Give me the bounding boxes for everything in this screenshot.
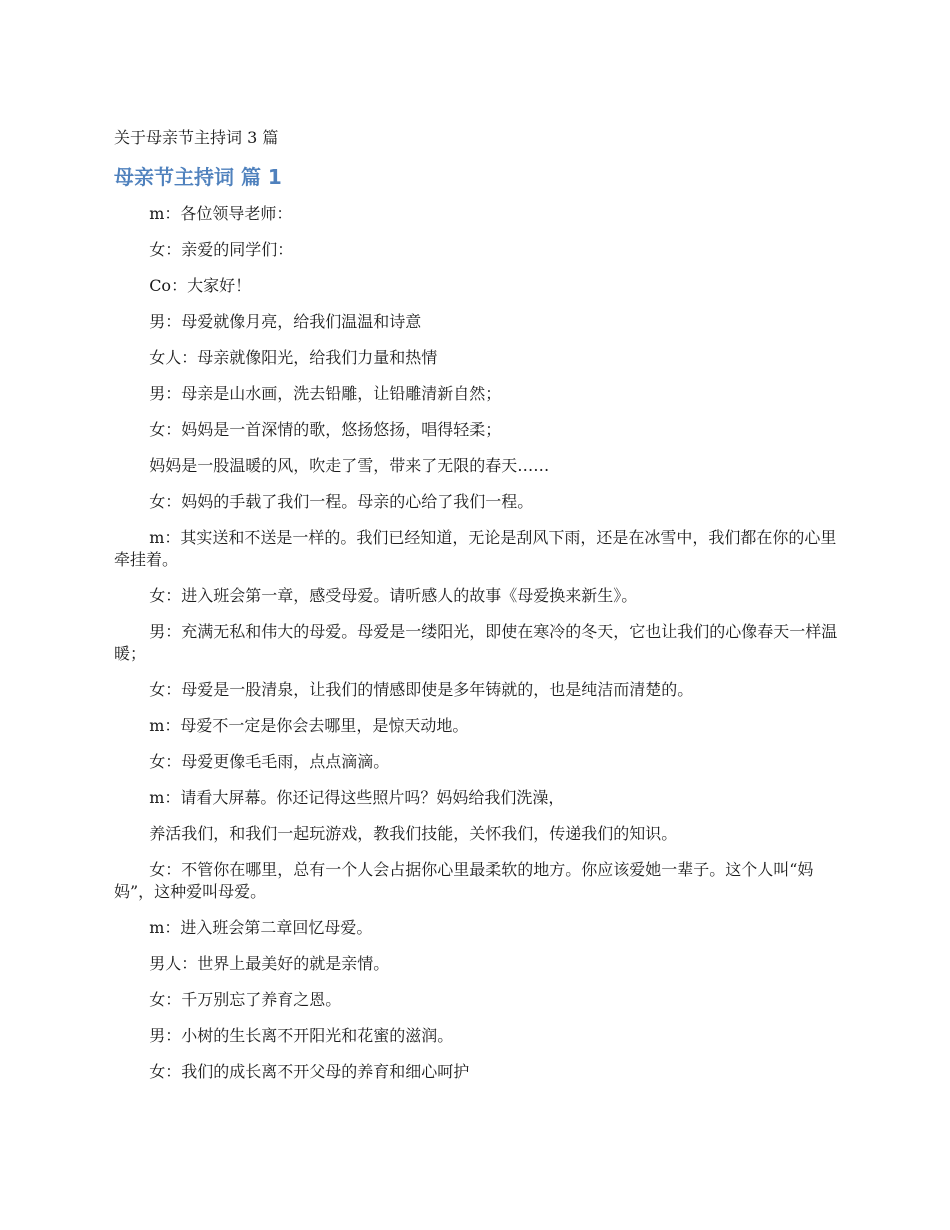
- paragraph: 男：母亲是山水画，洗去铅雕，让铅雕清新自然；: [149, 384, 502, 403]
- paragraph: 女：母爱是一股清泉，让我们的情感即使是多年铸就的，也是纯洁而清楚的。: [149, 680, 694, 699]
- paragraph: 女：千万别忘了养育之恩。: [149, 990, 342, 1009]
- paragraph: 女：妈妈的手载了我们一程。母亲的心给了我们一程。: [149, 492, 534, 511]
- paragraph: 男：充满无私和伟大的母爱。母爱是一缕阳光，即使在寒冷的冬天，它也让我们的心像春天一样温暖；: [114, 622, 838, 663]
- paragraph: 女：亲爱的同学们：: [149, 240, 294, 259]
- paragraph: m：其实送和不送是一样的。我们已经知道，无论是刮风下雨，还是在冰雪中，我们都在你的心里牵挂着。: [114, 528, 837, 569]
- paragraph: 女：母爱更像毛毛雨，点点滴滴。: [149, 752, 390, 771]
- paragraph: 养活我们，和我们一起玩游戏，教我们技能，关怀我们，传递我们的知识。: [149, 824, 678, 843]
- document-body: [114, 203, 839, 1097]
- paragraph: 妈妈是一股温暖的风，吹走了雪，带来了无限的春天……: [149, 456, 550, 475]
- paragraph: 女人：母亲就像阳光，给我们力量和热情: [149, 348, 438, 367]
- paragraph: m：请看大屏幕。你还记得这些照片吗？妈妈给我们洗澡，: [149, 788, 565, 807]
- paragraph: 女：妈妈是一首深情的歌，悠扬悠扬，唱得轻柔；: [149, 420, 502, 439]
- paragraph: 女：进入班会第一章，感受母爱。请听感人的故事《母爱换来新生》。: [149, 586, 638, 605]
- paragraph: 女：不管你在哪里，总有一个人会占据你心里最柔软的地方。你应该爱她一辈子。这个人叫“妈妈”，这种爱叫母爱。: [114, 860, 814, 901]
- paragraph: 男人：世界上最美好的就是亲情。: [149, 954, 390, 973]
- paragraph: 男：小树的生长离不开阳光和花蜜的滋润。: [149, 1026, 454, 1045]
- section-heading: 母亲节主持词 篇 1: [114, 165, 282, 189]
- paragraph: m：进入班会第二章回忆母爱。: [149, 918, 373, 937]
- paragraph: 女：我们的成长离不开父母的养育和细心呵护: [149, 1062, 470, 1081]
- document-title: 关于母亲节主持词 3 篇: [114, 128, 279, 147]
- paragraph: 男：母爱就像月亮，给我们温温和诗意: [149, 312, 422, 331]
- paragraph: m：各位领导老师：: [149, 204, 293, 223]
- paragraph: m：母爱不一定是你会去哪里，是惊天动地。: [149, 716, 469, 735]
- paragraph: Co：大家好！: [149, 276, 252, 295]
